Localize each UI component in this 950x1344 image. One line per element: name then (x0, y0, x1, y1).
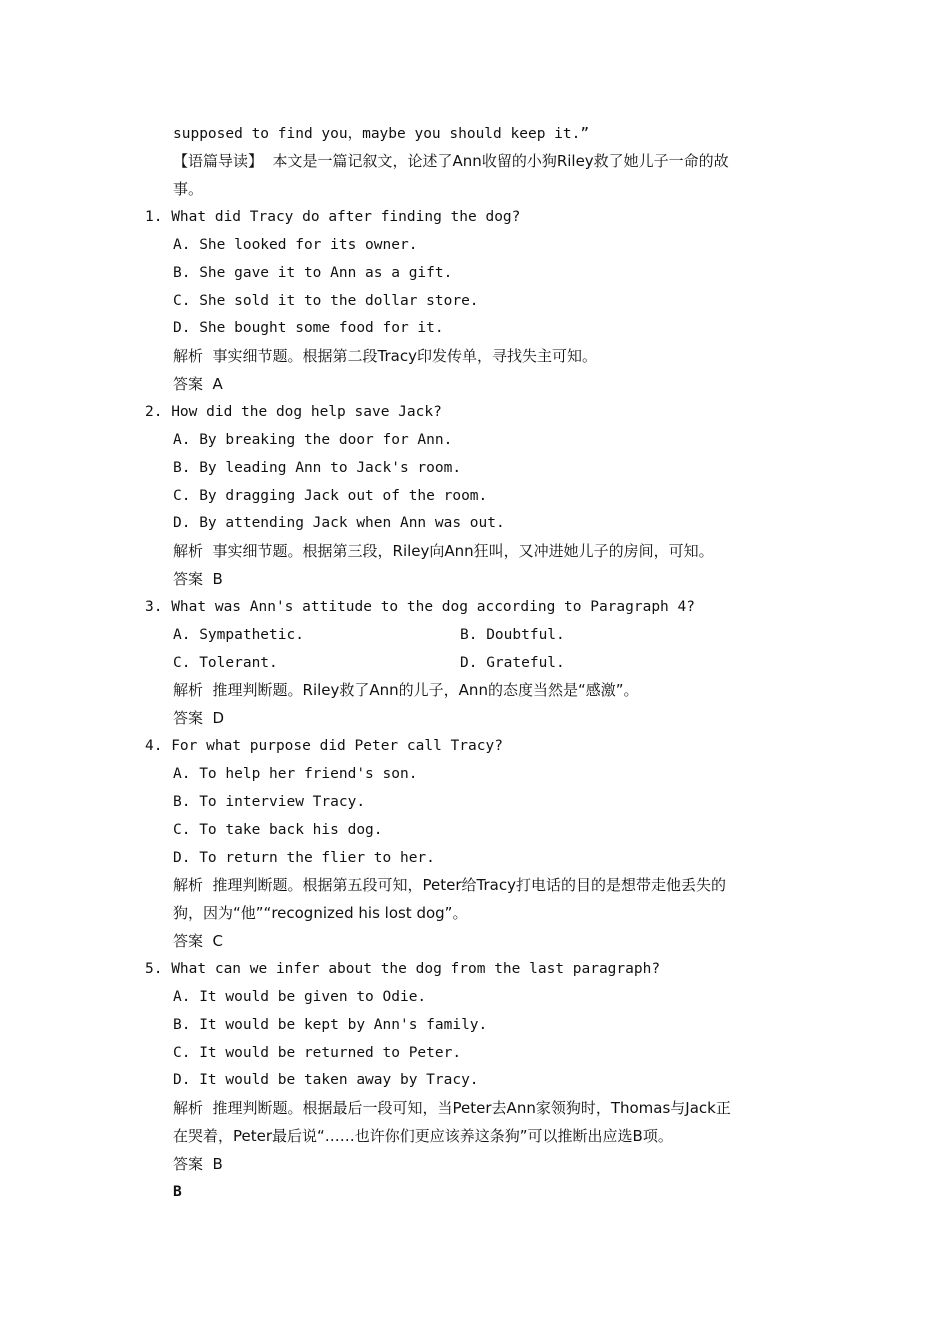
question-1-option-a: A. She looked for its owner. (173, 237, 418, 253)
question-5-option-c: C. It would be returned to Peter. (173, 1045, 462, 1061)
final-answer-mark: B (173, 1184, 182, 1200)
question-2-option-a: A. By breaking the door for Ann. (173, 432, 453, 448)
question-5-answer: 答案 B (173, 1155, 223, 1173)
question-5-stem: 5. What can we infer about the dog from the last paragraph? (145, 961, 661, 977)
question-4-option-c: C. To take back his dog. (173, 822, 383, 838)
question-4-option-b: B. To interview Tracy. (173, 794, 366, 810)
question-3-option-c: C. Tolerant. (173, 655, 278, 671)
question-4-answer: 答案 C (173, 932, 224, 950)
question-3-answer: 答案 D (173, 709, 225, 727)
question-4-option-d: D. To return the flier to her. (173, 850, 435, 866)
passage-guide-line-1: 【语篇导读】 本文是一篇记叙文，论述了Ann收留的小狗Riley救了她儿子一命的故 (173, 152, 729, 170)
question-1-stem: 1. What did Tracy do after finding the dog? (145, 209, 521, 225)
question-5-analysis-line-1: 解析 推理判断题。根据最后一段可知，当Peter去Ann家领狗时，Thomas与Jack正 (173, 1099, 731, 1117)
question-5-option-d: D. It would be taken away by Tracy. (173, 1072, 479, 1088)
question-1-option-c: C. She sold it to the dollar store. (173, 293, 479, 309)
question-5-analysis-line-2: 在哭着，Peter最后说“……也许你们更应该养这条狗”可以推断出应选B项。 (173, 1127, 673, 1145)
question-5-option-a: A. It would be given to Odie. (173, 989, 427, 1005)
passage-guide-line-2: 事。 (173, 180, 204, 198)
question-2-answer: 答案 B (173, 570, 223, 588)
question-5-option-b: B. It would be kept by Ann's family. (173, 1017, 488, 1033)
question-3-option-b: B. Doubtful. (460, 627, 565, 643)
question-1-option-d: D. She bought some food for it. (173, 320, 444, 336)
question-2-option-b: B. By leading Ann to Jack's room. (173, 460, 462, 476)
question-3-option-d: D. Grateful. (460, 655, 565, 671)
question-1-option-b: B. She gave it to Ann as a gift. (173, 265, 453, 281)
question-2-option-c: C. By dragging Jack out of the room. (173, 488, 488, 504)
question-1-analysis: 解析 事实细节题。根据第二段Tracy印发传单，寻找失主可知。 (173, 347, 597, 365)
question-3-stem: 3. What was Ann's attitude to the dog according to Paragraph 4? (145, 599, 695, 615)
question-4-option-a: A. To help her friend's son. (173, 766, 418, 782)
question-4-stem: 4. For what purpose did Peter call Tracy? (145, 738, 503, 754)
passage-last-line: supposed to find you，maybe you should keep it.” (173, 126, 590, 142)
question-1-answer: 答案 A (173, 375, 223, 393)
question-4-analysis-line-1: 解析 推理判断题。根据第五段可知，Peter给Tracy打电话的目的是想带走他丢失的 (173, 876, 726, 894)
question-2-option-d: D. By attending Jack when Ann was out. (173, 515, 505, 531)
question-2-analysis: 解析 事实细节题。根据第三段，Riley向Ann狂叫，又冲进她儿子的房间，可知。 (173, 542, 714, 560)
question-3-analysis: 解析 推理判断题。Riley救了Ann的儿子，Ann的态度当然是“感激”。 (173, 681, 639, 699)
question-3-option-a: A. Sympathetic. (173, 627, 304, 643)
question-2-stem: 2. How did the dog help save Jack? (145, 404, 442, 420)
question-4-analysis-line-2: 狗，因为“他”“recognized his lost dog”。 (173, 904, 468, 922)
